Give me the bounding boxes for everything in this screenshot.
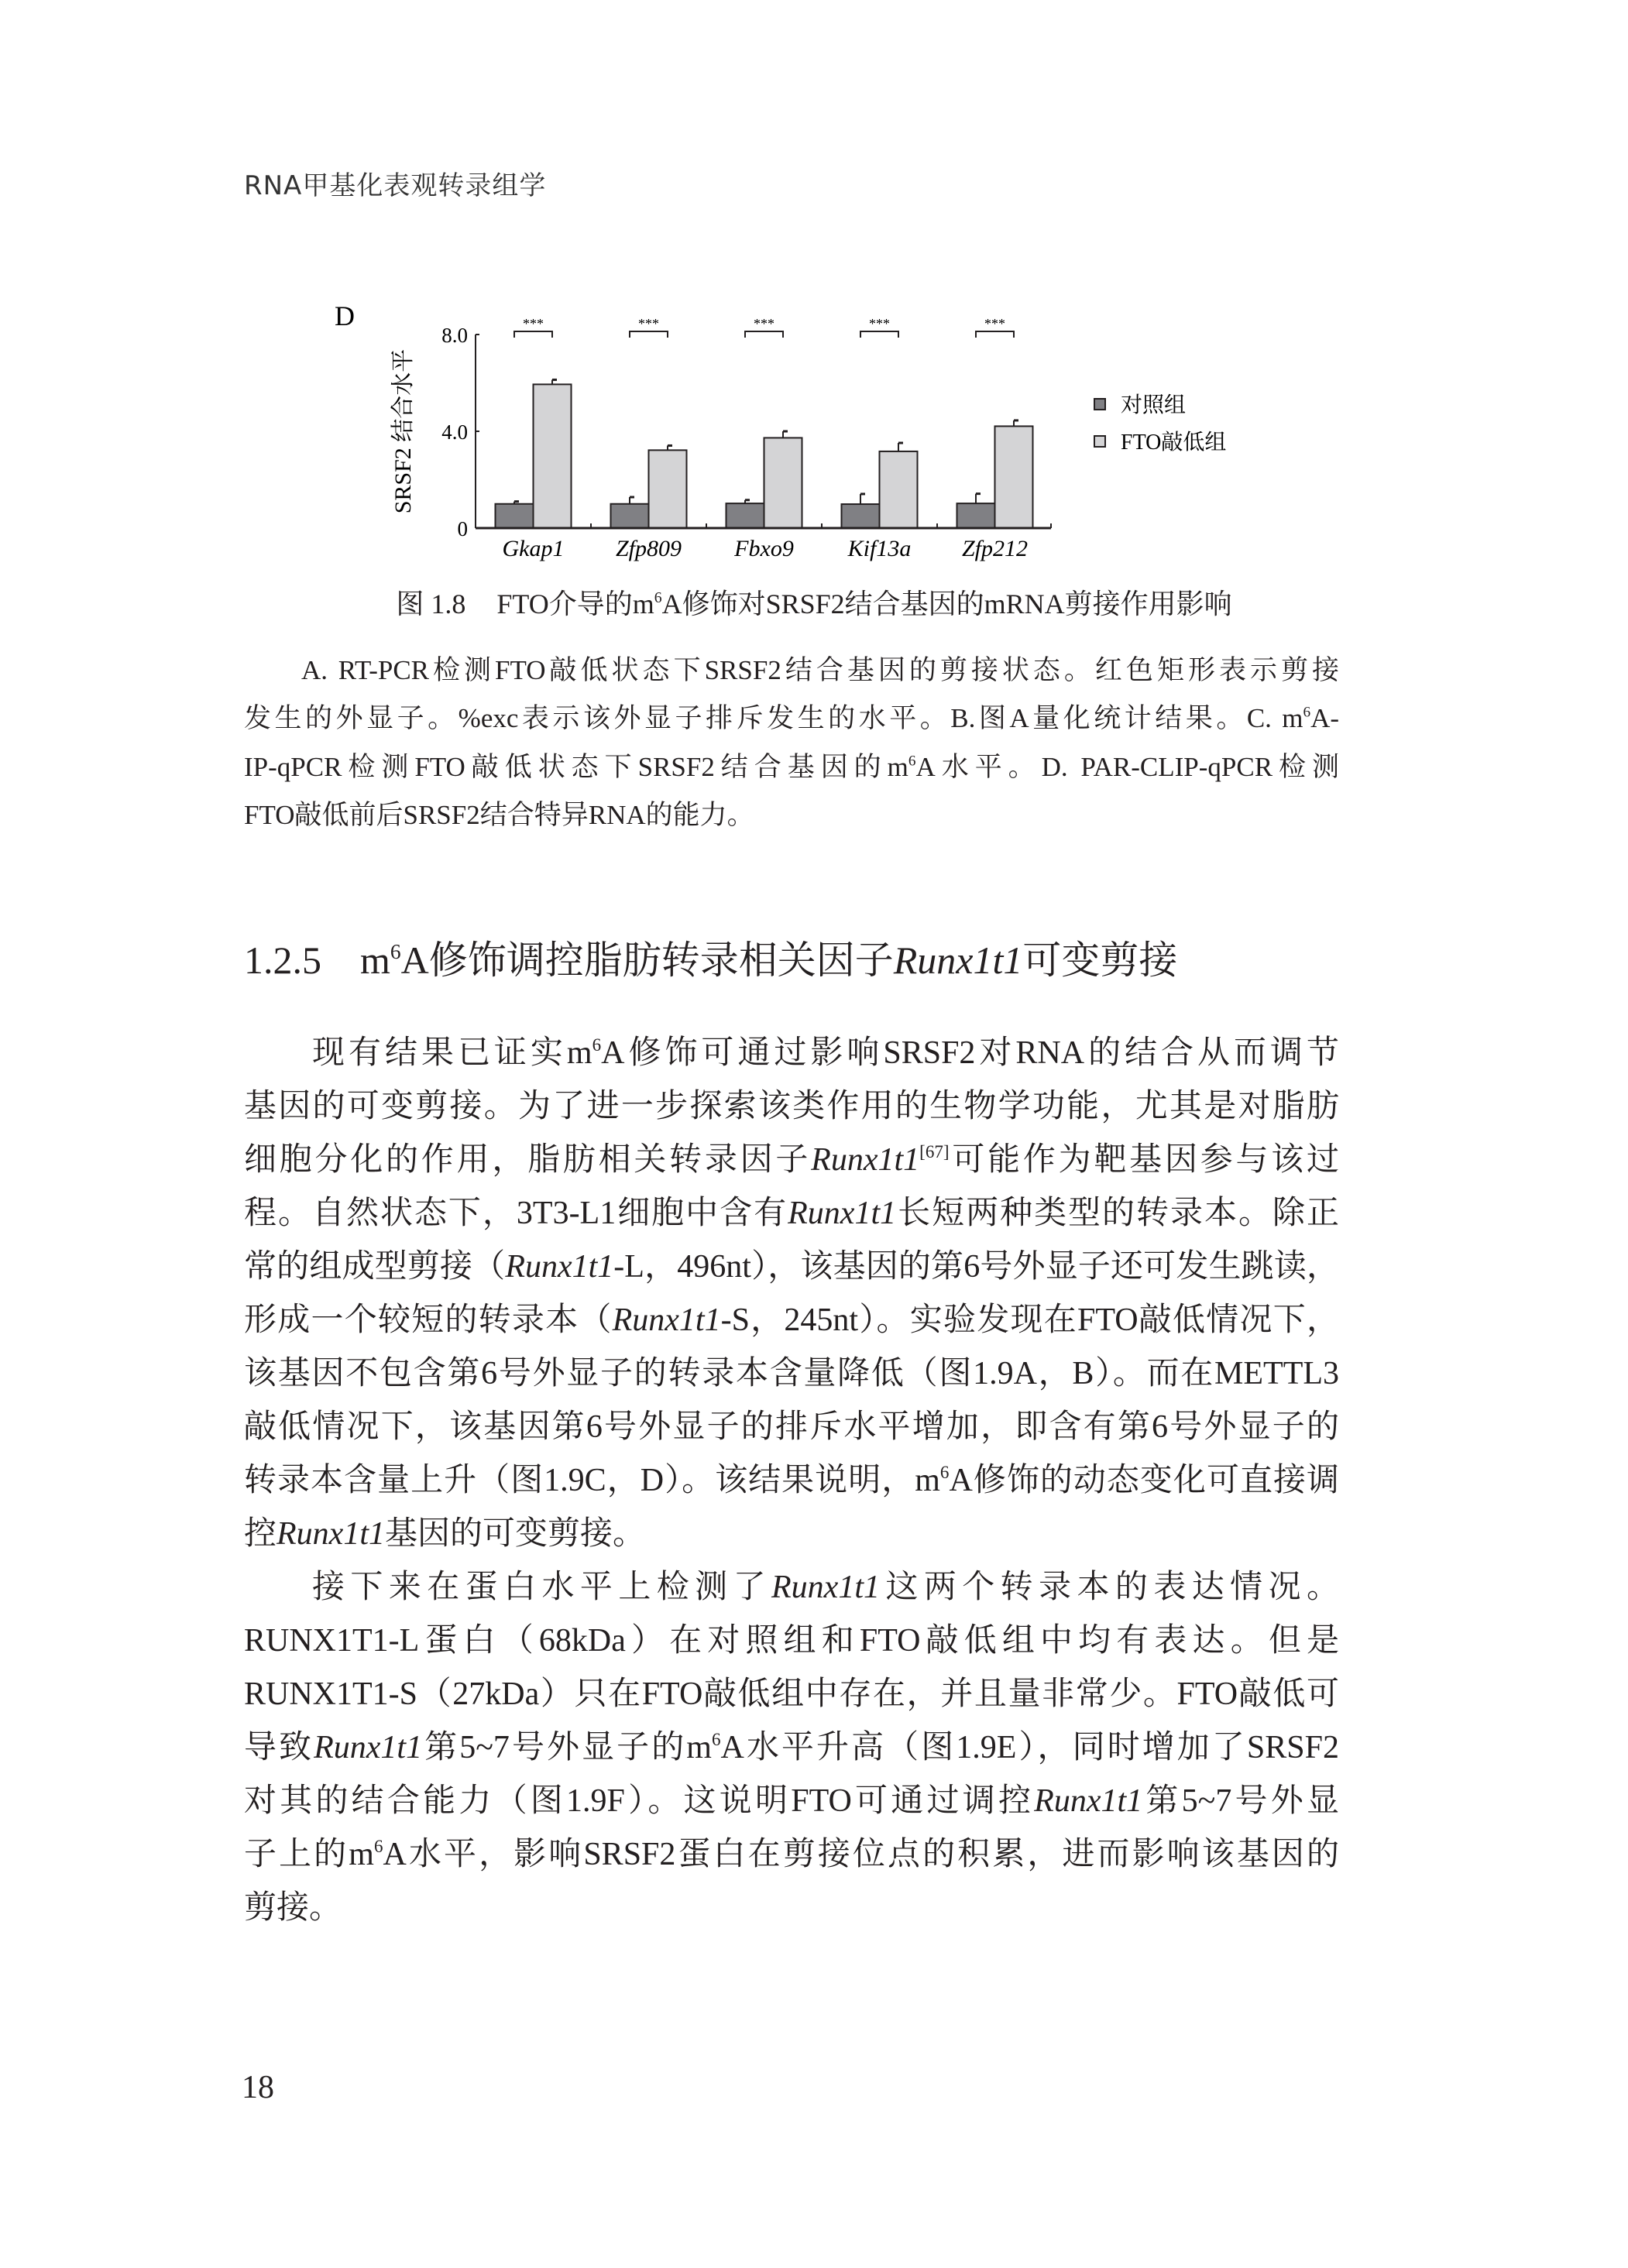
- x-tick-label: Kif13a: [847, 536, 912, 561]
- superscript: 6: [939, 1461, 950, 1482]
- text-run: RUNX1T1-L蛋白（68kDa）在对照组和FTO敲低组中均有表达。但是: [244, 1623, 1339, 1659]
- text-run: A水平，影响SRSF2蛋白在剪接位点的积累，进而影响该基因的: [383, 1837, 1340, 1872]
- significance-bracket: [976, 331, 1014, 338]
- text-run: 发生的外显子。%exc表示该外显子排斥发生的水平。B.图A量化统计结果。C. m: [244, 703, 1303, 734]
- significance-bracket: [745, 331, 783, 338]
- text-run: 导致: [244, 1730, 314, 1765]
- bar-control-zfp809: [611, 504, 649, 528]
- text-run: IP-qPCR检测FTO敲低状态下SRSF2结合基因的m: [244, 751, 908, 782]
- text-run: 基因的可变剪接。: [384, 1516, 645, 1552]
- text-run: FTO介导的m: [496, 588, 654, 619]
- body-line: [244, 1834, 1339, 1875]
- text-run: 形成一个较短的转录本（: [244, 1302, 613, 1338]
- body-line: [244, 1460, 1339, 1501]
- text-run: A水平。D. PAR-CLIP-qPCR检测: [915, 751, 1339, 782]
- body-line: [244, 1888, 1339, 1928]
- text-run: 基因的可变剪接。为了进一步探索该类作用的生物学功能，尤其是对脂肪: [244, 1089, 1339, 1124]
- section-title: [360, 938, 1177, 982]
- section-number: 1.2.5: [244, 938, 321, 982]
- text-run: A修饰调控脂肪转录相关因子: [400, 938, 894, 982]
- x-tick-label: Fbxo9: [734, 536, 794, 561]
- superscript: 6: [592, 1034, 602, 1055]
- x-tick-label: Gkap1: [502, 536, 565, 561]
- bar-fto-kif13a: [880, 451, 918, 528]
- y-tick-label: 0: [457, 517, 468, 540]
- body-line: [244, 1193, 1339, 1234]
- legend-label-fto: FTO敲低组: [1121, 431, 1227, 455]
- bar-fto-gkap1: [534, 384, 572, 528]
- legend-line: [244, 750, 1339, 784]
- text-run: m: [360, 938, 390, 982]
- text-run: -S，245nt）。实验发现在FTO敲低情况下，: [720, 1302, 1339, 1338]
- text-run: 现有结果已证实m: [312, 1035, 592, 1071]
- text-run: 转录本含量上升（图1.9C，D）。该结果说明，m: [244, 1463, 940, 1498]
- figure-caption-title: [0, 582, 1628, 622]
- y-axis-label: SRSF2 结合水平: [390, 348, 416, 514]
- gene-name: Runx1t1: [771, 1570, 880, 1605]
- significance-stars: ***: [523, 316, 544, 331]
- text-run: 这两个转录本的表达情况。: [879, 1570, 1339, 1605]
- body-line: [244, 1033, 1339, 1073]
- bar-fto-zfp212: [995, 426, 1033, 528]
- text-run: RUNX1T1-S（27kDa）只在FTO敲低组中存在，并且量非常少。FTO敲低可: [244, 1676, 1339, 1712]
- significance-stars: ***: [754, 316, 775, 331]
- superscript: 6: [1303, 704, 1311, 721]
- text-run: 控: [244, 1516, 277, 1552]
- body-line: [244, 1674, 1339, 1714]
- page-number: 18: [242, 2070, 274, 2105]
- text-run: A-: [1310, 703, 1339, 734]
- text-run: -L，496nt），该基因的第6号外显子还可发生跳读，: [613, 1249, 1339, 1285]
- bar-control-zfp212: [957, 503, 995, 528]
- body-line: [244, 1140, 1339, 1180]
- text-run: FTO敲低前后SRSF2结合特异RNA的能力。: [244, 799, 754, 830]
- text-run: A修饰可通过影响SRSF2对RNA的结合从而调节: [601, 1035, 1339, 1071]
- body-line: [244, 1728, 1339, 1768]
- bar-control-gkap1: [496, 504, 534, 528]
- text-run: 程。自然状态下，3T3-L1细胞中含有: [244, 1196, 788, 1231]
- legend-swatch-fto: [1094, 436, 1105, 447]
- superscript: 6: [711, 1728, 721, 1749]
- bar-fto-fbxo9: [764, 437, 802, 528]
- superscript: 6: [390, 938, 401, 963]
- gene-name: Runx1t1: [612, 1302, 721, 1338]
- body-line: [244, 1567, 1339, 1608]
- running-head: RNA甲基化表观转录组学: [244, 170, 547, 201]
- legend-line: [244, 798, 1339, 832]
- text-run: 敲低情况下，该基因第6号外显子的排斥水平增加，即含有第6号外显子的: [244, 1409, 1339, 1445]
- legend: [1094, 393, 1226, 455]
- significance-bracket: [514, 331, 552, 338]
- gene-name: Runx1t1: [1034, 1783, 1143, 1819]
- legend-line: [244, 654, 1339, 688]
- bar-control-kif13a: [842, 504, 880, 528]
- legend-swatch-control: [1094, 399, 1105, 410]
- text-run: A. RT-PCR检测FTO敲低状态下SRSF2结合基因的剪接状态。红色矩形表示剪接: [301, 655, 1339, 685]
- text-run: 可变剪接: [1022, 938, 1178, 982]
- gene-name: Runx1t1: [276, 1516, 385, 1552]
- text-run: 接下来在蛋白水平上检测了: [312, 1570, 772, 1605]
- legend-label-control: 对照组: [1121, 393, 1187, 417]
- panel-label: D: [335, 300, 355, 331]
- bar-fto-zfp809: [649, 450, 687, 528]
- text-run: 第5~7号外显子的m: [422, 1730, 712, 1765]
- body-line: [244, 1247, 1339, 1287]
- text-run: 细胞分化的作用，脂肪相关转录因子: [244, 1142, 812, 1178]
- gene-name: Runx1t1: [893, 938, 1023, 982]
- significance-stars: ***: [869, 316, 890, 331]
- body-line: [244, 1514, 1339, 1554]
- bar-control-fbxo9: [726, 503, 764, 528]
- x-tick-label: Zfp212: [961, 536, 1029, 561]
- text-run: 常的组成型剪接（: [244, 1249, 506, 1285]
- figure-title: [496, 588, 1231, 619]
- body-line: [244, 1300, 1339, 1340]
- significance-bracket: [630, 331, 668, 338]
- figure-number: 图 1.8: [396, 588, 466, 619]
- body-line: [244, 1781, 1339, 1821]
- significance-stars: ***: [984, 316, 1005, 331]
- text-run: 对其的结合能力（图1.9F）。这说明FTO可通过调控: [244, 1783, 1035, 1819]
- text-run: 可能作为靶基因参与该过: [949, 1142, 1339, 1178]
- gene-name: Runx1t1: [505, 1249, 614, 1285]
- text-run: 剪接。: [244, 1890, 342, 1926]
- superscript: [67]: [919, 1141, 950, 1161]
- legend-line: [244, 702, 1339, 736]
- bar-chart: [0, 0, 1628, 588]
- text-run: 第5~7号外显: [1142, 1783, 1339, 1819]
- text-run: 长短两种类型的转录本。除正: [896, 1196, 1339, 1231]
- body-line: [244, 1621, 1339, 1661]
- superscript: 6: [373, 1835, 383, 1856]
- gene-name: Runx1t1: [811, 1142, 920, 1178]
- text-run: A修饰对SRSF2结合基因的mRNA剪接作用影响: [661, 588, 1232, 619]
- text-run: A水平升高（图1.9E），同时增加了SRSF2: [720, 1730, 1339, 1765]
- body-line: [244, 1354, 1339, 1394]
- superscript: 6: [908, 753, 916, 770]
- y-tick-label: 8.0: [441, 324, 468, 347]
- text-run: 子上的m: [244, 1837, 374, 1872]
- body-line: [244, 1407, 1339, 1447]
- gene-name: Runx1t1: [314, 1730, 423, 1765]
- significance-stars: ***: [638, 316, 659, 331]
- section-heading: [244, 929, 1177, 985]
- significance-bracket: [860, 331, 898, 338]
- superscript: 6: [654, 589, 662, 607]
- text-run: A修饰的动态变化可直接调: [949, 1463, 1339, 1498]
- gene-name: Runx1t1: [788, 1196, 897, 1231]
- y-tick-label: 4.0: [441, 420, 468, 444]
- body-line: [244, 1086, 1339, 1127]
- x-tick-label: Zfp809: [615, 536, 682, 561]
- text-run: 该基因不包含第6号外显子的转录本含量降低（图1.9A，B）。而在METTL3: [244, 1356, 1339, 1391]
